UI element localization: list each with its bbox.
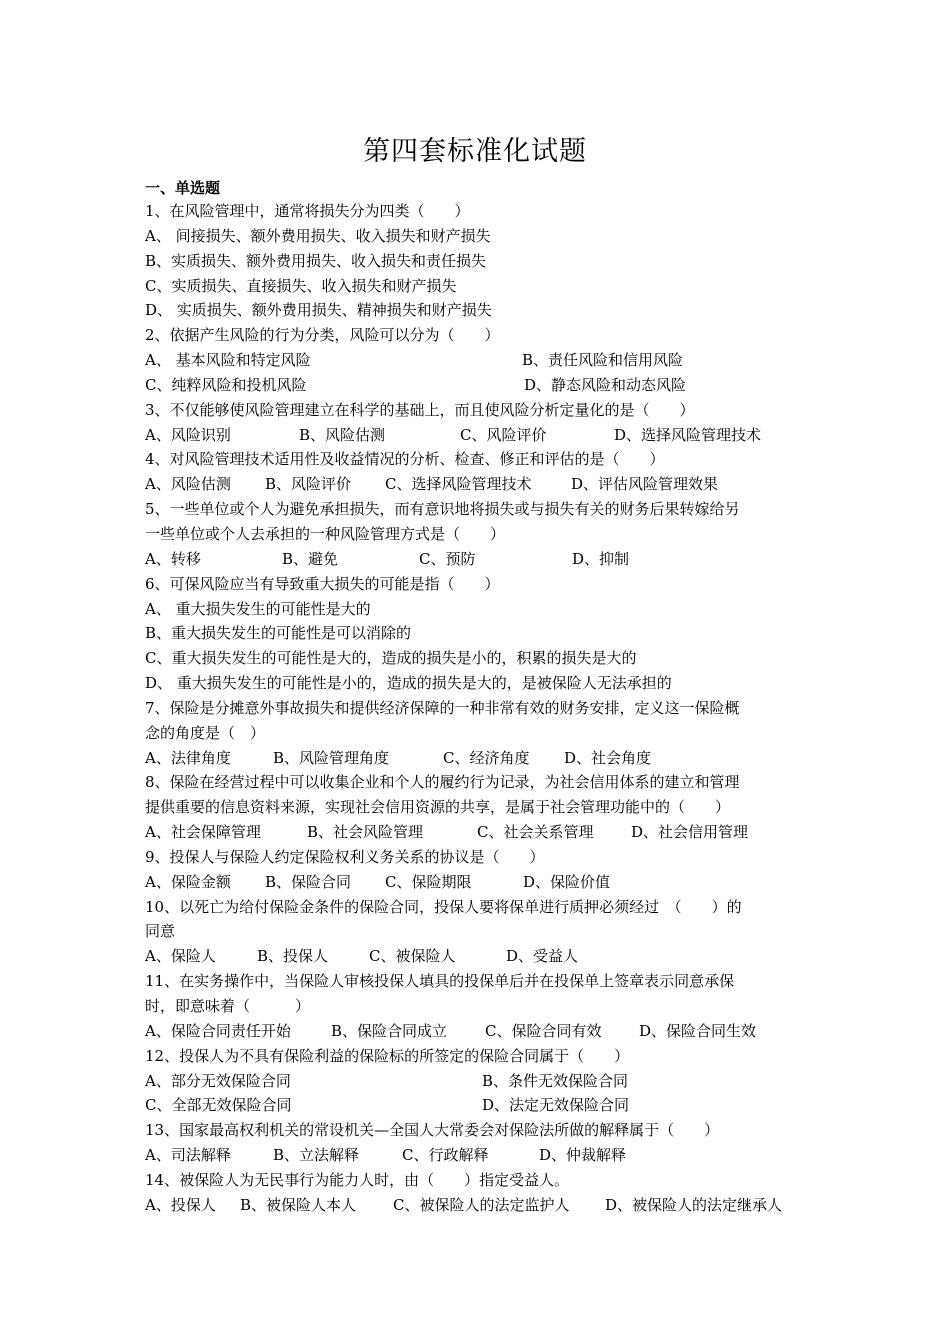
option: D、抑制 [572,549,630,568]
option: C、被保险人 [369,947,456,966]
question-stem: 3、不仅能够使风险管理建立在科学的基础上，而且使风险分析定量化的是（ ） [145,400,695,419]
option: B、重大损失发生的可能性是可以消除的 [145,624,412,643]
option-row [145,547,810,572]
option: D、保险合同生效 [639,1021,757,1040]
question-stem: 5、一些单位或个人为避免承担损失，而有意识地将损失或与损失有关的财务后果转嫁给另 [145,500,740,519]
option: C、社会关系管理 [477,823,594,842]
question-stem: 1、在风险管理中，通常将损失分为四类（ ） [145,202,470,220]
option: B、风险评价 [265,475,352,494]
option-row [145,820,810,845]
question-stem: 11、在实务操作中，当保险人审核投保人填具的投保单后并在投保单上签章表示同意承保 [145,972,735,991]
option: B、条件无效保险合同 [482,1071,629,1090]
question-stem: 13、国家最高权利机关的常设机关—全国人大常委会对保险法所做的解释属于（ ） [145,1121,720,1140]
option: A、保险金额 [145,872,231,891]
option: C、重大损失发生的可能性是大的，造成的损失是小的，积累的损失是大的 [145,649,637,668]
option-row [145,1093,810,1118]
question-stem: 7、保险是分摊意外事故损失和提供经济保障的一种非常有效的财务安排，定义这一保险概 [145,698,740,717]
option: D、评估风险管理效果 [571,475,719,494]
option: D、社会角度 [564,748,652,767]
option: C、风险评价 [460,425,547,444]
option: A、风险估测 [145,475,231,494]
option: A、投保人 [145,1195,216,1214]
question-stem: 8、保险在经营过程中可以收集企业和个人的履约行为记录，为社会信用体系的建立和管理 [145,773,740,792]
option: C、选择风险管理技术 [385,475,532,494]
option: B、风险管理角度 [273,748,390,767]
question-stem: 9、投保人与保险人约定保险权利义务关系的协议是（ ） [145,847,545,866]
option: C、行政解释 [402,1146,489,1165]
question-stem: 14、被保险人为无民事行为能力人时，由（ ）指定受益人。 [145,1170,570,1189]
option: C、保险合同有效 [485,1021,602,1040]
option: D、保险价值 [523,872,611,891]
option-row [145,1069,810,1094]
option-row [145,944,810,969]
option: A、社会保障管理 [145,823,261,842]
option-row [145,1143,810,1168]
question-stem: 6、可保风险应当有导致重大损失的可能是指（ ） [145,574,500,593]
option: B、保险合同成立 [331,1021,448,1040]
option: A、转移 [145,549,201,568]
option: A、部分无效保险合同 [145,1071,291,1090]
option: B、责任风险和信用风险 [522,351,684,370]
question-stem: 12、投保人为不具有保险利益的保险标的所签定的保险合同属于（ ） [145,1046,630,1065]
option: A、风险识别 [145,425,231,444]
question-stem: 念的角度是（ ） [145,723,266,742]
option: B、实质损失、额外费用损失、收入损失和责任损失 [145,251,487,270]
option: D、选择风险管理技术 [614,425,762,444]
question-stem: 时，即意味着（ ） [145,997,311,1015]
option: D、 实质损失、额外费用损失、精神损失和财产损失 [145,301,492,320]
option: B、风险估测 [299,425,386,444]
option: D、法定无效保险合同 [482,1096,630,1115]
option: B、保险合同 [265,872,352,891]
option: A、司法解释 [145,1146,231,1165]
option: D、社会信用管理 [631,823,749,842]
question-stem: 4、对风险管理技术适用性及收益情况的分析、检查、修正和评估的是（ ） [145,450,665,469]
option: C、经济角度 [443,748,530,767]
option: A、法律角度 [145,748,231,767]
option: B、避免 [282,549,339,568]
question-stem: 一些单位或个人去承担的一种风险管理方式是（ ） [145,524,506,543]
option: D、静态风险和动态风险 [524,375,687,394]
question-stem: 10、以死亡为给付保险金条件的保险合同，投保人要将保单进行质押必须经过 （ ）的 [145,897,742,916]
option-row [145,348,810,373]
option-row [145,1019,810,1044]
section-heading: 一、单选题 [145,179,221,197]
question-stem: 提供重要的信息资料来源，实现社会信用资源的共享，是属于社会管理功能中的（ ） [145,798,731,817]
option-row [145,472,810,497]
option: D、被保险人的法定继承人 [605,1195,783,1214]
option: A、 基本风险和特定风险 [145,351,311,370]
document-title: 第四套标准化试题 [363,136,587,167]
option: C、纯粹风险和投机风险 [145,375,307,394]
option-row [145,746,810,771]
option-row [145,1193,810,1218]
option: C、保险期限 [385,872,472,891]
option: C、实质损失、直接损失、收入损失和财产损失 [145,276,457,295]
option-row [145,373,810,398]
option-row [145,870,810,895]
option: B、社会风险管理 [307,823,424,842]
option-row [145,423,810,448]
option: D、受益人 [506,947,579,966]
option: A、 间接损失、额外费用损失、收入损失和财产损失 [145,226,491,245]
option: A、保险合同责任开始 [145,1021,291,1040]
option: C、预防 [419,549,476,568]
question-list [145,199,810,1218]
option: A、保险人 [145,947,216,966]
option: C、被保险人的法定监护人 [393,1195,570,1214]
option: B、被保险人本人 [240,1195,357,1214]
option: B、投保人 [257,947,329,966]
option: D、仲裁解释 [539,1146,627,1165]
option: A、 重大损失发生的可能性是大的 [145,599,371,618]
question-stem: 2、依据产生风险的行为分类，风险可以分为（ ） [145,326,500,345]
option: D、 重大损失发生的可能性是小的，造成的损失是大的，是被保险人无法承担的 [145,674,672,693]
option: C、全部无效保险合同 [145,1096,292,1115]
question-stem: 同意 [145,922,176,941]
option: B、立法解释 [273,1146,360,1165]
